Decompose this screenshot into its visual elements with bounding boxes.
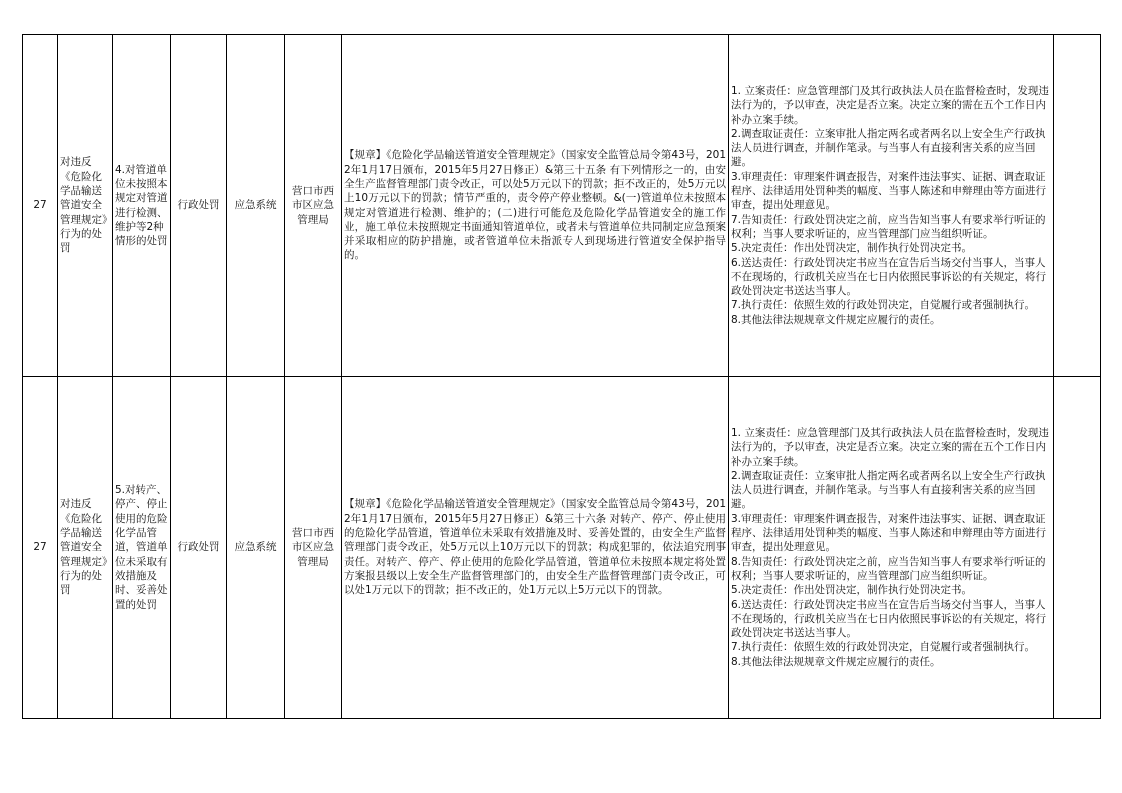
responsibility-list	[729, 377, 1054, 719]
responsibility-item: 8.其他法律法规规章文件规定应履行的责任。	[731, 655, 941, 668]
power-list-table	[22, 34, 1101, 719]
row-number: 27	[23, 35, 58, 377]
department-name: 营口市西市区应急管理局	[285, 377, 342, 719]
power-type: 行政处罚	[171, 35, 227, 377]
responsibility-item: 3.审理责任：审理案件调查报告，对案件违法事实、证据、调查取证程序、法律适用处罚种类的幅度、当事人陈述和申辩理由等方面进行审查，提出处理意见。	[731, 170, 1046, 212]
table-row	[23, 35, 1101, 377]
system-name: 应急系统	[227, 377, 285, 719]
responsibility-item: 2.调查取证责任：立案审批人指定两名或者两名以上安全生产行政执法人员进行调查，并制作笔录。与当事人有直接利害关系的应当回避。	[731, 469, 1046, 511]
legal-basis: 【规章】《危险化学品输送管道安全管理规定》（国家安全监管总局令第43号，2012年1月17日颁布，2015年5月27日修正）&第三十六条 对转产、停产、停止使用的危险化学品管道，管道单位未采取有效措施及时、妥善处置的，由安全生产监督管理部门责令改正，处5万元以上10万元以下的罚款；构成犯罪的，依法追究刑事责任。对转产、停产、停止使用的危险化学品管道，管道单位未按照本规定将处置方案报县级以上安全生产监督管理部门的，由安全生产监督管理部门责令改正，可以处1万元以下的罚款；拒不改正的，处1万元以上5万元以下的罚款。	[342, 377, 729, 719]
responsibility-item: 1. 立案责任：应急管理部门及其行政执法人员在监督检查时，发现违法行为的，予以审查，决定是否立案。决定立案的需在五个工作日内补办立案手续。	[731, 84, 1049, 126]
responsibility-item: 5.决定责任：作出处罚决定，制作执行处罚决定书。	[731, 584, 973, 597]
responsibility-item: 2.调查取证责任：立案审批人指定两名或者两名以上安全生产行政执法人员进行调查，并制作笔录。与当事人有直接利害关系的应当回避。	[731, 127, 1046, 169]
responsibility-item: 3.审理责任：审理案件调查报告，对案件违法事实、证据、调查取证程序、法律适用处罚种类的幅度、当事人陈述和申辩理由等方面进行审查，提出处理意见。	[731, 512, 1046, 554]
remark-cell	[1054, 35, 1101, 377]
responsibility-item: 8.其他法律法规规章文件规定应履行的责任。	[731, 313, 941, 326]
sub-item-name: 4.对管道单位未按照本规定对管道进行检测、维护等2种情形的处罚	[113, 35, 171, 377]
row-number: 27	[23, 377, 58, 719]
power-type: 行政处罚	[171, 377, 227, 719]
responsibility-item: 8.告知责任：行政处罚决定之前，应当告知当事人有要求举行听证的权利；当事人要求听证的，应当管理部门应当组织听证。	[731, 555, 1046, 582]
responsibility-item: 7.执行责任：依照生效的行政处罚决定，自觉履行或者强制执行。	[731, 641, 1036, 654]
responsibility-item: 5.决定责任：作出处罚决定，制作执行处罚决定书。	[731, 242, 973, 255]
responsibility-item: 7.执行责任：依照生效的行政处罚决定，自觉履行或者强制执行。	[731, 299, 1036, 312]
responsibility-item: 6.送达责任：行政处罚决定书应当在宣告后当场交付当事人，当事人不在现场的，行政机关应当在七日内依照民事诉讼的有关规定，将行政处罚决定书送达当事人。	[731, 256, 1046, 298]
table-row	[23, 377, 1101, 719]
item-name: 对违反《危险化学品输送管道安全管理规定》行为的处罚	[58, 35, 113, 377]
responsibility-list	[729, 35, 1054, 377]
legal-basis: 【规章】《危险化学品输送管道安全管理规定》（国家安全监管总局令第43号，2012年1月17日颁布，2015年5月27日修正）&第三十五条 有下列情形之一的，由安全生产监督管理部门责令改正，可以处5万元以下的罚款；拒不改正的，处5万元以上10万元以下的罚款；情节严重的，责令停产停业整顿。&(一)管道单位未按照本规定对管道进行检测、维护的；(二)进行可能危及危险化学品管道安全的施工作业，施工单位未按照规定书面通知管道单位，或者未与管道单位共同制定应急预案并采取相应的防护措施，或者管道单位未指派专人到现场进行管道安全保护指导的。	[342, 35, 729, 377]
responsibility-item: 7.告知责任：行政处罚决定之前，应当告知当事人有要求举行听证的权利；当事人要求听证的，应当管理部门应当组织听证。	[731, 213, 1046, 240]
system-name: 应急系统	[227, 35, 285, 377]
sub-item-name: 5.对转产、停产、停止使用的危险化学品管道，管道单位未采取有效措施及时、妥善处置的处罚	[113, 377, 171, 719]
department-name: 营口市西市区应急管理局	[285, 35, 342, 377]
item-name: 对违反《危险化学品输送管道安全管理规定》行为的处罚	[58, 377, 113, 719]
responsibility-item: 6.送达责任：行政处罚决定书应当在宣告后当场交付当事人，当事人不在现场的，行政机关应当在七日内依照民事诉讼的有关规定，将行政处罚决定书送达当事人。	[731, 598, 1046, 640]
remark-cell	[1054, 377, 1101, 719]
responsibility-item: 1. 立案责任：应急管理部门及其行政执法人员在监督检查时，发现违法行为的，予以审查，决定是否立案。决定立案的需在五个工作日内补办立案手续。	[731, 426, 1049, 468]
